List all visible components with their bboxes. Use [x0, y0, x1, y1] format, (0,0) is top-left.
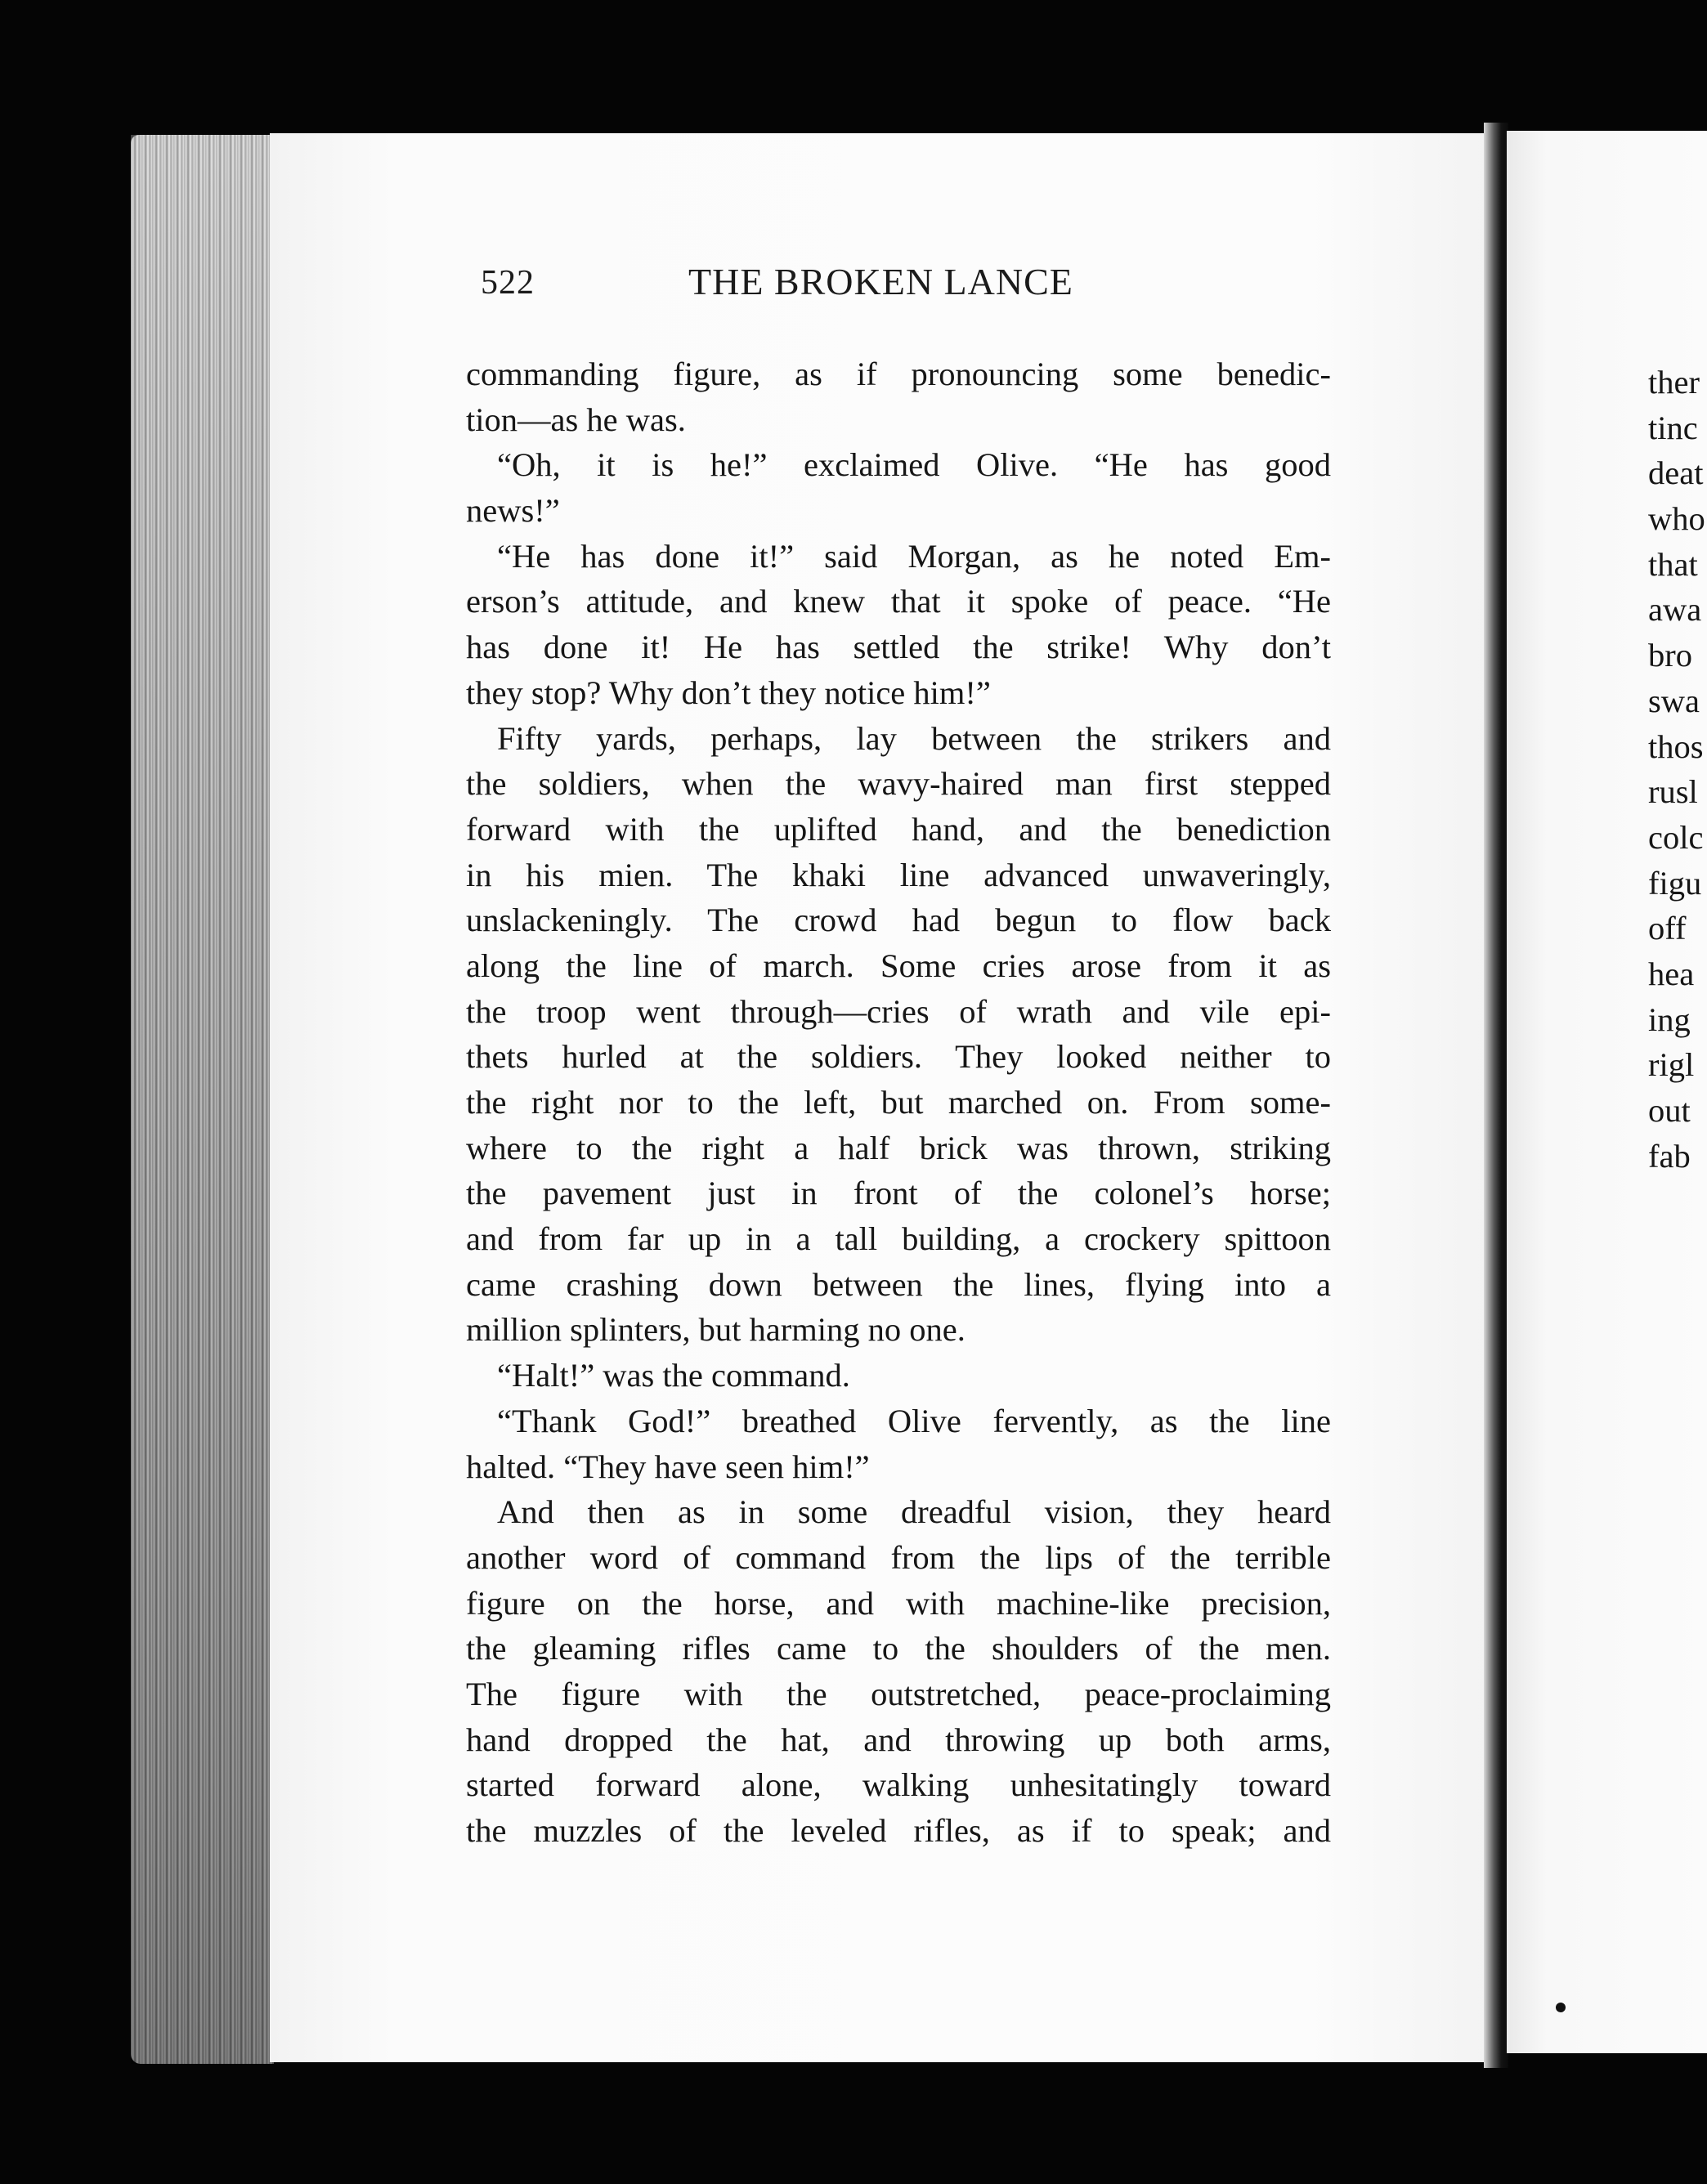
body-line: the troop went through—cries of wrath and vile epi- [466, 992, 1331, 1030]
body-line: hand dropped the hat, and throwing up both arms, [466, 1721, 1331, 1758]
body-line: thets hurled at the soldiers. They looked neither to [466, 1038, 1331, 1076]
body-line: The figure with the outstretched, peace-proclaiming [466, 1675, 1331, 1712]
right-page-fragment: rigl [1648, 1046, 1695, 1084]
right-page-fragment: colc [1648, 818, 1704, 856]
right-page-fragment: fab [1648, 1137, 1691, 1175]
body-line: the gleaming rifles came to the shoulders of the men. [466, 1630, 1331, 1667]
body-line: figure on the horse, and with machine-like precision, [466, 1584, 1331, 1622]
body-line: the right nor to the left, but marched on. From some- [466, 1084, 1331, 1121]
page-number: 522 [481, 264, 535, 302]
body-line: Fifty yards, perhaps, lay between the strikers and [497, 719, 1331, 757]
right-page-fragment: ther [1648, 364, 1700, 401]
right-page-fragment: off [1648, 910, 1687, 947]
right-page-fragment: that [1648, 545, 1698, 583]
right-page-fragment: hea [1648, 955, 1695, 992]
body-line: unslackeningly. The crowd had begun to flow back [466, 902, 1331, 939]
body-line: erson’s attitude, and knew that it spoke of peace. “He [466, 583, 1331, 620]
body-line: another word of command from the lips of the terrible [466, 1538, 1331, 1576]
body-line: million splinters, but harming no one. [466, 1311, 966, 1349]
book-title-header: THE BROKEN LANCE [688, 261, 1073, 302]
body-line: halted. “They have seen him!” [466, 1448, 870, 1485]
body-line: the soldiers, when the wavy-haired man first stepped [466, 765, 1331, 803]
body-line: has done it! He has settled the strike! Why don’t [466, 629, 1331, 666]
body-line: the muzzles of the leveled rifles, as if to speak; and [466, 1812, 1331, 1849]
body-line: where to the right a half brick was thrown, striking [466, 1129, 1331, 1166]
body-line: “Thank God!” breathed Olive fervently, as the line [497, 1402, 1331, 1439]
body-line: forward with the uplifted hand, and the benediction [466, 810, 1331, 848]
right-page-fragment: rusl [1648, 773, 1698, 811]
body-line: started forward alone, walking unhesitatingly toward [466, 1766, 1331, 1804]
right-page-fragment: ing [1648, 1000, 1691, 1038]
body-line: commanding figure, as if pronouncing some benedic- [466, 356, 1331, 392]
right-page-fragment: swa [1648, 682, 1700, 719]
body-line: in his mien. The khaki line advanced unwaveringly, [466, 856, 1331, 893]
body-line: came crashing down between the lines, flying into a [466, 1265, 1331, 1303]
right-page-fragment: deat [1648, 454, 1704, 492]
body-line: “Halt!” was the command. [497, 1357, 850, 1394]
body-line: along the line of march. Some cries arose from it as [466, 947, 1331, 984]
right-page-fragment: out [1648, 1092, 1691, 1129]
right-page-fragment: who [1648, 500, 1705, 538]
body-line: “Oh, it is he!” exclaimed Olive. “He has good [497, 446, 1331, 484]
body-line: And then as in some dreadful vision, they heard [497, 1493, 1331, 1531]
body-line: “He has done it!” said Morgan, as he noted Em- [497, 537, 1331, 575]
running-head [481, 260, 1127, 309]
page-stack-edges [131, 135, 274, 2064]
body-line: and from far up in a tall building, a crockery spittoon [466, 1220, 1331, 1258]
right-page-fragment: awa [1648, 591, 1702, 629]
body-line: news!” [466, 492, 560, 530]
right-page-fragment: figu [1648, 864, 1702, 902]
right-page-text-fragments [1648, 360, 1707, 1179]
right-page-fragment: bro [1648, 637, 1692, 674]
body-line: they stop? Why don’t they notice him!” [466, 674, 991, 711]
right-page-fragment: tinc [1648, 409, 1698, 446]
ink-dot [1556, 2003, 1566, 2012]
page-body-text [466, 351, 1331, 1854]
right-page-fragment: thos [1648, 727, 1704, 765]
book-gutter [1484, 123, 1508, 2068]
body-line: tion—as he was. [466, 401, 686, 438]
body-line: the pavement just in front of the colonel’s horse; [466, 1175, 1331, 1212]
